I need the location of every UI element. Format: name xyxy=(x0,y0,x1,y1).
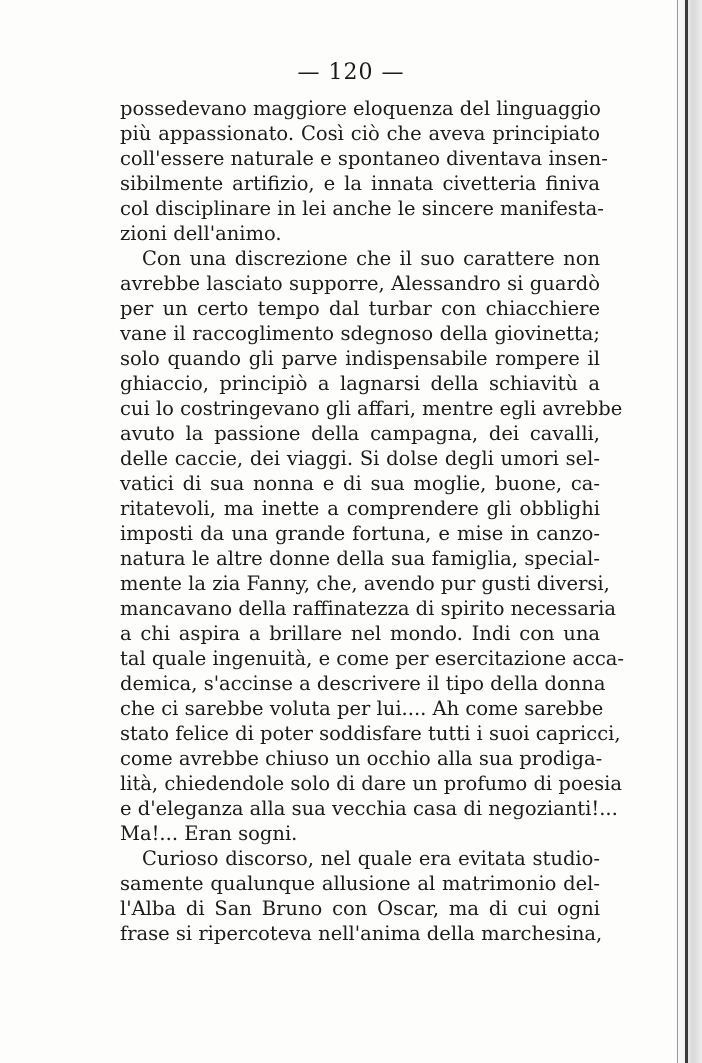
text-line: sibilmente artifizio, e la innata civetteria finiva xyxy=(120,172,600,195)
text-line: vatici di sua nonna e di sua moglie, buone, ca- xyxy=(120,472,600,495)
page-number: — 120 — xyxy=(297,60,405,85)
text-line: mancavano della raffinatezza di spirito necessaria xyxy=(120,597,617,620)
paragraph-start-line: Con una discrezione che il suo carattere non xyxy=(142,247,600,270)
text-line: lità, chiedendole solo di dare un profumo di poesia xyxy=(120,772,622,795)
text-line: come avrebbe chiuso un occhio alla sua prodiga- xyxy=(120,747,603,770)
text-line: samente qualunque allusione al matrimonio del- xyxy=(120,872,600,895)
text-line: col disciplinare in lei anche le sincere manifesta- xyxy=(120,197,604,220)
spine-fold-line xyxy=(685,0,688,1063)
text-line: tal quale ingenuità, e come per esercitazione acca- xyxy=(120,647,625,670)
text-line: frase si ripercoteva nell'anima della marchesina, xyxy=(120,922,603,945)
text-line: natura le altre donne della sua famiglia, special- xyxy=(120,547,600,570)
text-line: demica, s'accinse a descrivere il tipo della donna xyxy=(120,672,606,695)
text-line: avuto la passione della campagna, dei cavalli, xyxy=(120,422,600,445)
text-line: coll'essere naturale e spontaneo diventava insen- xyxy=(120,147,608,170)
text-line: ritatevoli, ma inette a comprendere gli obblighi xyxy=(120,497,600,520)
text-line: imposti da una grande fortuna, e mise in canzo- xyxy=(120,522,600,545)
text-line: cui lo costringevano gli affari, mentre egli avrebbe xyxy=(120,397,623,420)
text-line: Ma!... Eran sogni. xyxy=(120,822,298,845)
text-line: l'Alba di San Bruno con Oscar, ma di cui ogni xyxy=(120,897,600,920)
text-line: solo quando gli parve indispensabile rompere il xyxy=(120,347,600,370)
text-line: che ci sarebbe voluta per lui.... Ah come sarebbe xyxy=(120,697,604,720)
text-line: a chi aspira a brillare nel mondo. Indi con una xyxy=(120,622,600,645)
spine-edge-line xyxy=(677,0,678,1063)
text-line: avrebbe lasciato supporre, Alessandro si guardò xyxy=(120,272,600,295)
text-line: ghiaccio, principiò a lagnarsi della schiavitù a xyxy=(120,372,600,395)
text-line: più appassionato. Così ciò che aveva principiato xyxy=(120,122,600,145)
text-line: vane il raccoglimento sdegnoso della giovinetta; xyxy=(120,322,600,345)
text-line: zioni dell'animo. xyxy=(120,222,282,245)
page-body-text xyxy=(120,96,625,946)
paragraph-start-line: Curioso discorso, nel quale era evitata studio- xyxy=(142,847,600,870)
text-line: delle caccie, dei viaggi. Si dolse degli umori sel- xyxy=(120,447,600,470)
text-line: per un certo tempo dal turbar con chiacchiere xyxy=(120,297,600,320)
text-line: e d'eleganza alla sua vecchia casa di negozianti!... xyxy=(120,797,618,820)
text-line: stato felice di poter soddisfare tutti i suoi capricci, xyxy=(120,722,621,745)
text-line: possedevano maggiore eloquenza del linguaggio xyxy=(120,97,601,120)
text-line: mente la zia Fanny, che, avendo pur gusti diversi, xyxy=(120,572,610,595)
